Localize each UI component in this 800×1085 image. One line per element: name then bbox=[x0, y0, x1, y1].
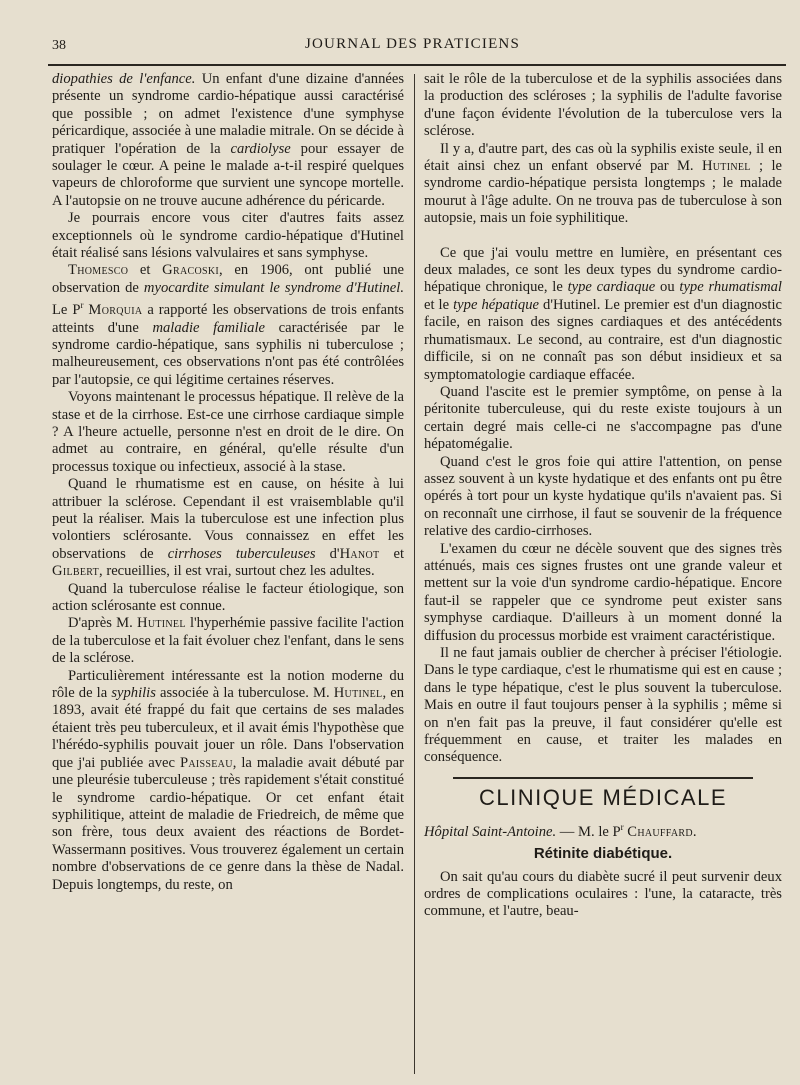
page-header bbox=[40, 34, 785, 60]
author-name: Hanot bbox=[339, 545, 380, 562]
italic-text: cardiolyse bbox=[230, 140, 291, 157]
text-run: D'après M. bbox=[68, 615, 138, 632]
paragraph bbox=[424, 541, 782, 645]
left-column bbox=[52, 71, 404, 894]
author-name: Thomesco bbox=[68, 262, 129, 279]
paragraph bbox=[52, 389, 404, 476]
text-run: Il ne faut jamais oublier de chercher à préciser l'étiologie. Dans le type cardiaque, c'est le rhumatisme qui est en cause ; dans le type hépatique, c'est le plus souvent la tuberculose. Mais en outre il faut toujours penser à la syphilis ; même si on n'en fait pas la preuve, il faut considérer qu'elle est fréquemment en cause, et traiter les malades en conséquence. bbox=[424, 645, 782, 766]
text-run: . bbox=[692, 823, 697, 840]
italic-text: diopathies de l'enfance. bbox=[52, 71, 196, 87]
header-rule bbox=[48, 64, 786, 66]
author-name: Gilbert bbox=[52, 563, 100, 580]
paragraph bbox=[52, 668, 404, 894]
text-run: pour essayer de soulager le cœur. A peine le malade a-t-il respiré quelques vapeurs de chloroforme que survient une syncope mortelle. A l'autopsie on ne trouve aucune adhérence du péricarde. bbox=[52, 140, 405, 209]
journal-title: JOURNAL DES PRATICIENS bbox=[304, 36, 521, 52]
paragraph bbox=[52, 581, 404, 616]
paragraph bbox=[424, 454, 782, 541]
text-run: Un enfant d'une dizaine d'années présente un syndrome cardio-hépatique aussi caractérisé que possible ; on admet l'existence d'une symphyse péricardique, associée à une maladie mitrale. On se décide à pratiquer l'opération de la bbox=[52, 71, 405, 157]
italic-text: myocardite simulant le syndrome d'Hutinel. bbox=[143, 279, 404, 296]
superscript: r bbox=[80, 300, 84, 311]
text-run: L'examen du cœur ne décèle souvent que des signes très atténués, mais ces signes frustes ont une grande valeur et mettent sur la voie d'un syndrome cardio-hépatique. Encore faut-il se rappeler que ce syndrome peut exister sans symphyse cardiaque. D'ailleurs à un moment donné la diffusion du processus morbide est vraiment caractéristique. bbox=[424, 540, 782, 644]
text-run: associée à la tuberculose. M. bbox=[155, 685, 334, 702]
text-run: — M. le P bbox=[556, 823, 621, 840]
text-run: Je pourrais encore vous citer d'autres faits assez exceptionnels où le syndrome cardio-hépatique d'Hutinel était réalisé sans lésions valvulaires et sans symphyse. bbox=[52, 210, 404, 262]
text-run: , en 1906, ont publié une observation de bbox=[52, 262, 404, 296]
text-run: Quand le rhumatisme est en cause, on hésite à lui attribuer la sclérose. Cependant il est vraisemblable qu'il peut la réaliser. Mais la tuberculose est une infection plus volontiers sclérosante. Vous connaissez en effet les observations de bbox=[52, 476, 404, 562]
paragraph bbox=[424, 245, 782, 384]
italic-text: type hépatique bbox=[453, 296, 540, 313]
paragraph bbox=[424, 384, 782, 454]
text-run: , en 1893, avait été frappé du fait que certains de ses malades étaient très peu tuberculeux, et il avait émis l'hypothèse que l'hérédo-syphilis pouvait jouer un rôle. Dans l'observation que j'ai publiée avec bbox=[52, 685, 404, 771]
lecture-byline bbox=[424, 819, 782, 841]
text-run: Le P bbox=[52, 302, 81, 319]
italic-text: type cardiaque bbox=[567, 279, 656, 296]
page-number: 38 bbox=[52, 38, 66, 53]
text-run: , la maladie avait débuté par une pleurésie tuberculeuse ; très rapidement s'était constitué le syndrome cardio-hépatique. Or cet enfant était syphilitique, atteint de maladie de Friedreich, de même que son frère, tous deux avaient des réactions de Bordet-Wassermann positives. Vous trouverez également un certain nombre d'observations de ce genre dans la thèse de Nadal. Depuis longtemps, du reste, on bbox=[52, 754, 404, 893]
superscript: r bbox=[620, 821, 624, 832]
author-name: Hutinel bbox=[137, 615, 186, 632]
text-run: et bbox=[379, 545, 404, 562]
italic-text: syphilis bbox=[111, 685, 156, 702]
author-name: Paisseau bbox=[179, 754, 233, 771]
text-run: d' bbox=[315, 545, 340, 562]
text-run: Particulièrement intéressante est la notion moderne du rôle de la bbox=[52, 667, 404, 702]
italic-text: Hôpital Saint-Antoine. bbox=[424, 823, 557, 840]
text-run: a rapporté les observations de trois enfants atteints d'une bbox=[52, 302, 404, 336]
text-run: Il y a, d'autre part, des cas où la syphilis existe seule, il en était ainsi chez un enfant observé par M. bbox=[424, 140, 782, 175]
text-run: Quand l'ascite est le premier symptôme, on pense à la péritonite tuberculeuse, qui du reste existe toujours à un certain degré mais celle-ci ne s'accompagne pas d'une hépatomégalie. bbox=[424, 383, 782, 453]
paragraph bbox=[424, 141, 782, 228]
text-run: Quand c'est le gros foie qui attire l'attention, on pense assez souvent à un kyste hydatique et des enfants ont pu être opérés à tort pour un kyste hydatique qu'ils n'avaient pas. Si on reconnaît une cirrhose, il faut se souvenir de la fréquence relative des cardio-cirrhoses. bbox=[424, 453, 782, 540]
paragraph bbox=[52, 210, 404, 262]
author-name: Gracoski bbox=[162, 262, 220, 279]
text-run: et bbox=[128, 262, 163, 279]
section-title: CLINIQUE MÉDICALE bbox=[479, 784, 727, 810]
right-column bbox=[424, 71, 782, 921]
paragraph bbox=[52, 71, 404, 210]
author-name: Chauffard bbox=[627, 823, 693, 840]
paragraph bbox=[52, 262, 404, 389]
text-run: d'Hutinel. Le premier est d'un diagnostic facile, en raison des signes cardiaques et des antécédents rhumatismaux. Le second, au contraire, est d'un diagnostic difficile, si on ne connaît pas son début insidieux et sa symptomatologie cardiaque effacée. bbox=[424, 296, 782, 383]
subject-title: Rétinite diabétique. bbox=[533, 845, 673, 863]
text-run: , recueillies, il est vrai, surtout chez les adultes. bbox=[99, 563, 375, 580]
author-name: Hutinel bbox=[701, 158, 751, 175]
text-run: Voyons maintenant le processus hépatique. Il relève de la stase et de la cirrhose. Est-ce une cirrhose cardiaque simple ? A l'heure actuelle, personne n'est en droit de le dire. On admet au contraire, en général, qu'elle résulte d'un processus toxique ou infectieux, associé à la stase. bbox=[52, 389, 404, 475]
author-name: Hutinel bbox=[333, 685, 383, 702]
text-run: ou bbox=[655, 279, 680, 296]
italic-text: cirrhoses tuberculeuses bbox=[167, 545, 316, 562]
paragraph bbox=[424, 869, 782, 921]
italic-text: maladie familiale bbox=[152, 319, 266, 336]
text-run: sait le rôle de la tuberculose et de la syphilis associées dans la production des scléroses ; la syphilis de l'adulte favorise d'une façon évidente l'évolution de la tuberculose vers la sclérose. bbox=[424, 71, 782, 140]
section-rule bbox=[453, 777, 753, 779]
author-name: Morquia bbox=[88, 302, 143, 319]
text-run: Ce que j'ai voulu mettre en lumière, en présentant ces deux malades, ce sont les deux types du syndrome cardio-hépatique chronique, le bbox=[424, 244, 782, 296]
paragraph bbox=[424, 645, 782, 767]
text-run: caractérisée par le syndrome cardio-hépatique, sans syphilis ni tuberculose ; malheureusement, ces observations n'ont pas été contrôlées par l'autopsie, ce qui légitime certaines réserves. bbox=[52, 319, 404, 388]
text-run: ; le syndrome cardio-hépatique persista longtemps ; le malade mourut à l'âge adulte. On ne trouva pas de tuberculose à son autopsie, mais un foie syphilitique. bbox=[424, 158, 782, 227]
italic-text: type rhumatismal bbox=[679, 279, 782, 296]
text-run: l'hyperhémie passive facilite l'action de la tuberculose et la fait évoluer chez l'enfant, dans le sens de la sclérose. bbox=[52, 615, 404, 667]
paragraph bbox=[52, 476, 404, 580]
column-divider bbox=[414, 74, 415, 1074]
text-run: Quand la tuberculose réalise le facteur étiologique, son action sclérosante est connue. bbox=[52, 580, 404, 615]
text-run: et le bbox=[424, 296, 454, 313]
text-run: On sait qu'au cours du diabète sucré il peut survenir deux ordres de complications oculaires : l'une, la cataracte, très commune, et l'autre, beau- bbox=[424, 868, 782, 920]
paragraph bbox=[52, 615, 404, 667]
paragraph bbox=[424, 71, 782, 141]
